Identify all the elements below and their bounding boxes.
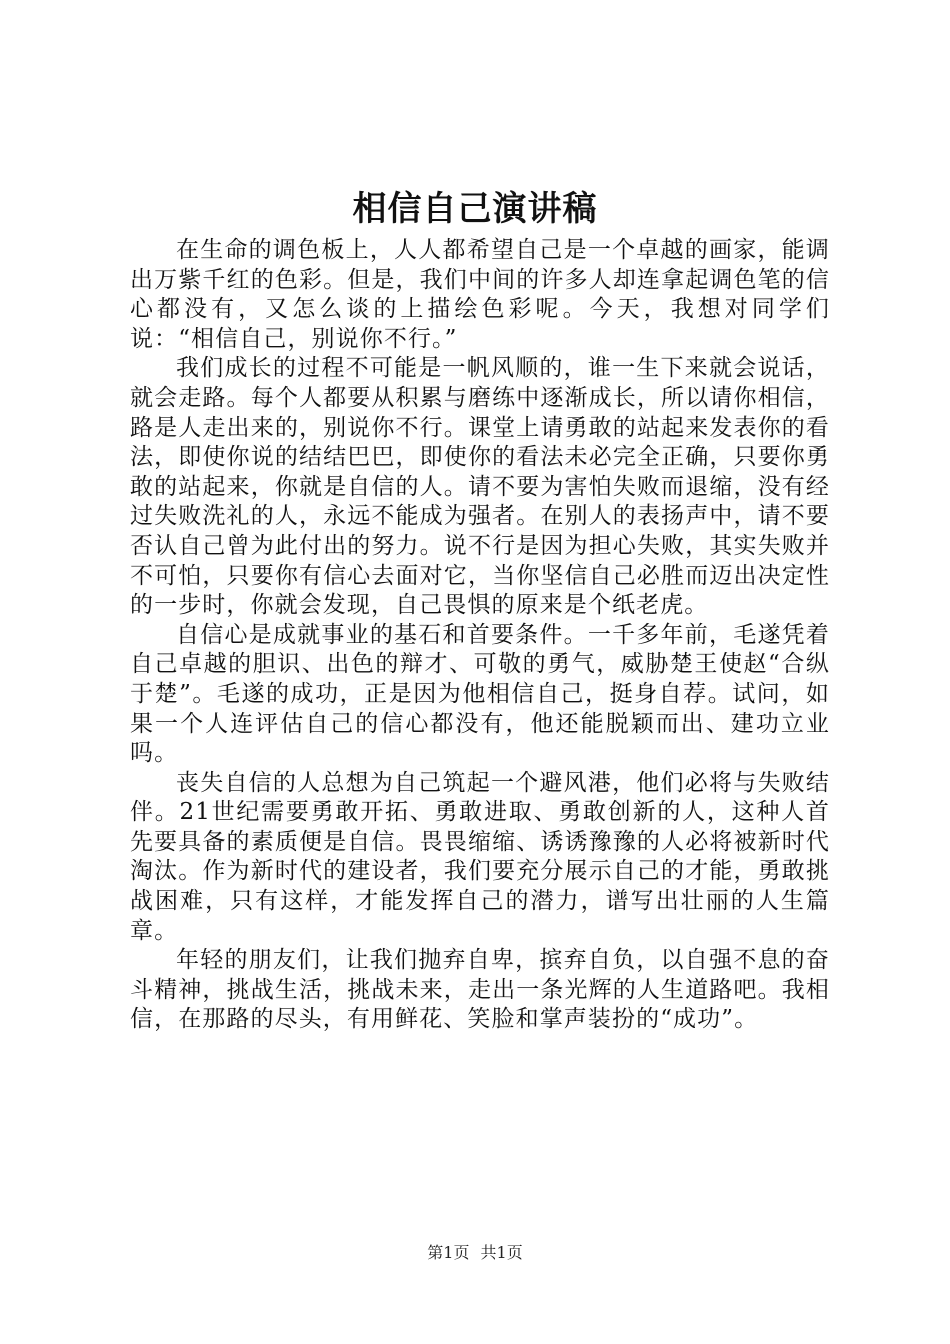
page-footer <box>0 1242 950 1264</box>
page-number-total: 共1页 <box>480 1243 523 1262</box>
paragraph-3: 自信心是成就事业的基石和首要条件。一千多年前，毛遂凭着自己卓越的胆识、出色的辩才、可敬的勇气，威胁楚王使赵“合纵于楚”。毛遂的成功，正是因为他相信自己，挺身自荐。试问，如果一个人连评估自己的信心都没有，他还能脱颖而出、建功立业吗。 <box>130 621 830 767</box>
paragraph-5: 年轻的朋友们，让我们抛弃自卑，摈弃自负，以自强不息的奋斗精神，挑战生活，挑战未来，走出一条光辉的人生道路吧。我相信，在那路的尽头，有用鲜花、笑脸和掌声装扮的“成功”。 <box>130 947 830 1033</box>
paragraph-1: 在生命的调色板上，人人都希望自己是一个卓越的画家，能调出万紫千红的色彩。但是，我们中间的许多人却连拿起调色笔的信心都没有，又怎么谈的上描绘色彩呢。今天，我想对同学们说：“相信自己，别说你不行。” <box>130 237 830 352</box>
document-title: 相信自己演讲稿 <box>352 189 598 229</box>
page-number-current: 第1页 <box>427 1243 470 1262</box>
document-body <box>130 236 830 1035</box>
paragraph-4: 丧失自信的人总想为自己筑起一个避风港，他们必将与失败结伴。21世纪需要勇敢开拓、勇敢进取、勇敢创新的人，这种人首先要具备的素质便是自信。畏畏缩缩、诱诱豫豫的人必将被新时代淘汰。作为新时代的建设者，我们要充分展示自己的才能，勇敢挑战困难，只有这样，才能发挥自己的潜力，谱写出壮丽的人生篇章。 <box>130 769 830 944</box>
paragraph-2: 我们成长的过程不可能是一帆风顺的，谁一生下来就会说话，就会走路。每个人都要从积累与磨练中逐渐成长，所以请你相信，路是人走出来的，别说你不行。课堂上请勇敢的站起来发表你的看法，即使你说的结结巴巴，即使你的看法未必完全正确，只要你勇敢的站起来，你就是自信的人。请不要为害怕失败而退缩，没有经过失败洗礼的人，永远不能成为强者。在别人的表扬声中，请不要否认自己曾为此付出的努力。说不行是因为担心失败，其实失败并不可怕，只要你有信心去面对它，当你坚信自己必胜而迈出决定性的一步时，你就会发现，自己畏惧的原来是个纸老虎。 <box>130 355 830 619</box>
